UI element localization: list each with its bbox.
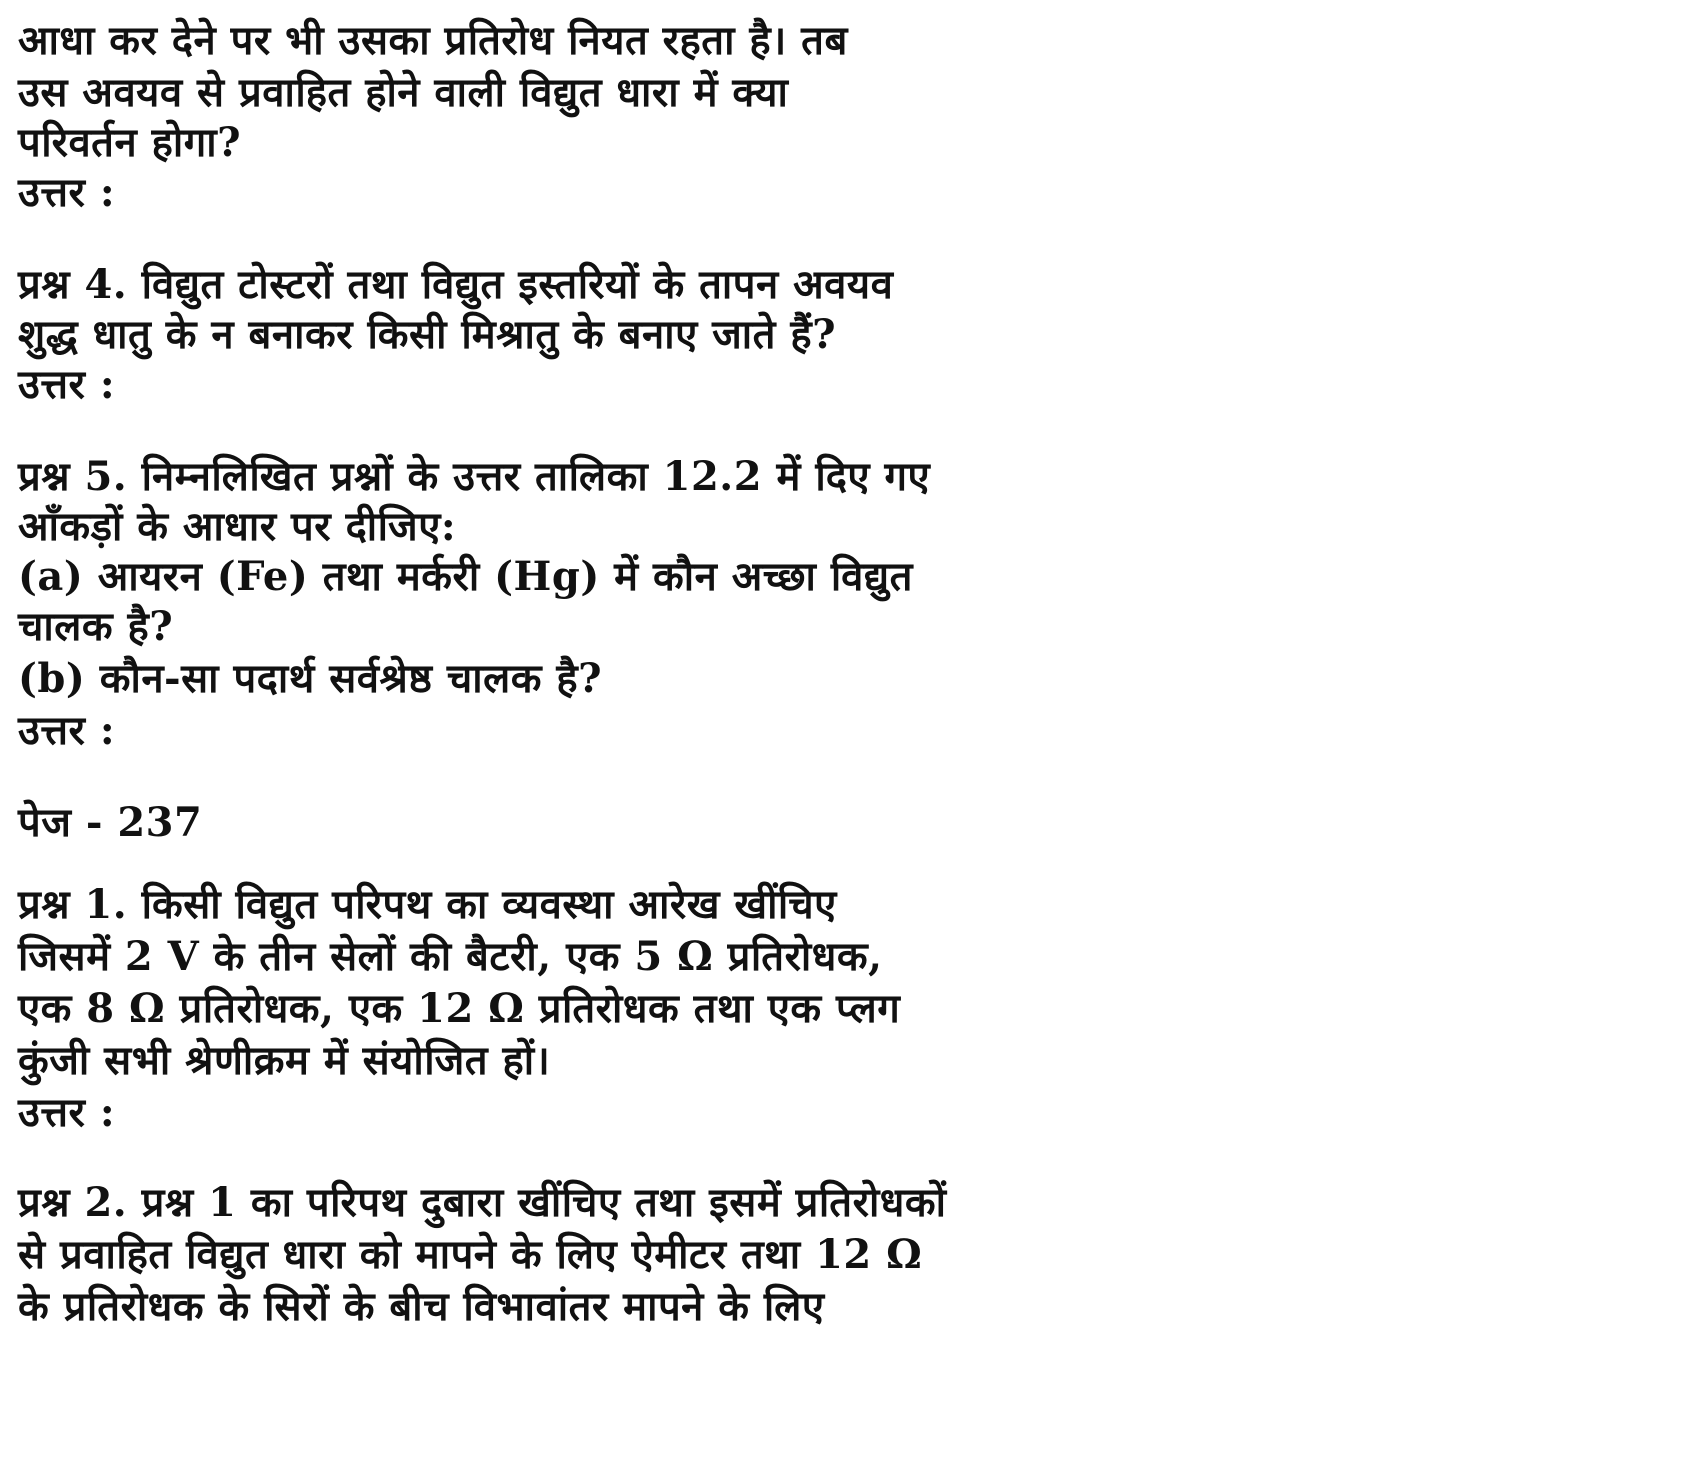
question-2: प्रश्न 2. प्रश्न 1 का परिपथ दुबारा खींचिए तथा इसमें प्रतिरोधकों — [18, 1179, 947, 1226]
text-line: आधा कर देने पर भी उसका प्रतिरोध नियत रहता है। तब — [18, 17, 848, 64]
text-line: परिवर्तन होगा? — [18, 119, 242, 166]
question-5: प्रश्न 5. निम्नलिखित प्रश्नों के उत्तर तालिका 12.2 में दिए गए — [18, 453, 931, 500]
answer-label: उत्तर : — [18, 361, 116, 408]
answer-label: उत्तर : — [18, 1089, 116, 1136]
sub-question-a: (a) आयरन (Fe) तथा मर्करी (Hg) में कौन अच्छा विद्युत — [18, 553, 913, 600]
answer-label: उत्तर : — [18, 707, 116, 754]
page-heading: पेज - 237 — [18, 799, 203, 846]
answer-label: उत्तर : — [18, 169, 116, 216]
text-line: शुद्ध धातु के न बनाकर किसी मिश्रातु के बनाए जाते हैं? — [18, 311, 837, 358]
sub-question-b: (b) कौन-सा पदार्थ सर्वश्रेष्ठ चालक है? — [18, 655, 603, 702]
text-line: एक 8 Ω प्रतिरोधक, एक 12 Ω प्रतिरोधक तथा एक प्लग — [18, 985, 901, 1032]
text-line: चालक है? — [18, 603, 174, 650]
text-line: के प्रतिरोधक के सिरों के बीच विभावांतर मापने के लिए — [18, 1283, 825, 1330]
question-1: प्रश्न 1. किसी विद्युत परिपथ का व्यवस्था आरेख खींचिए — [18, 881, 837, 928]
text-line: कुंजी सभी श्रेणीक्रम में संयोजित हों। — [18, 1037, 551, 1084]
question-4: प्रश्न 4. विद्युत टोस्टरों तथा विद्युत इस्तरियों के तापन अवयव — [18, 261, 894, 308]
text-line: आँकड़ों के आधार पर दीजिए: — [18, 503, 457, 550]
text-line: जिसमें 2 V के तीन सेलों की बैटरी, एक 5 Ω प्रतिरोधक, — [18, 933, 883, 980]
text-line: से प्रवाहित विद्युत धारा को मापने के लिए ऐमीटर तथा 12 Ω — [18, 1231, 923, 1278]
text-line: उस अवयव से प्रवाहित होने वाली विद्युत धारा में क्या — [18, 69, 789, 116]
